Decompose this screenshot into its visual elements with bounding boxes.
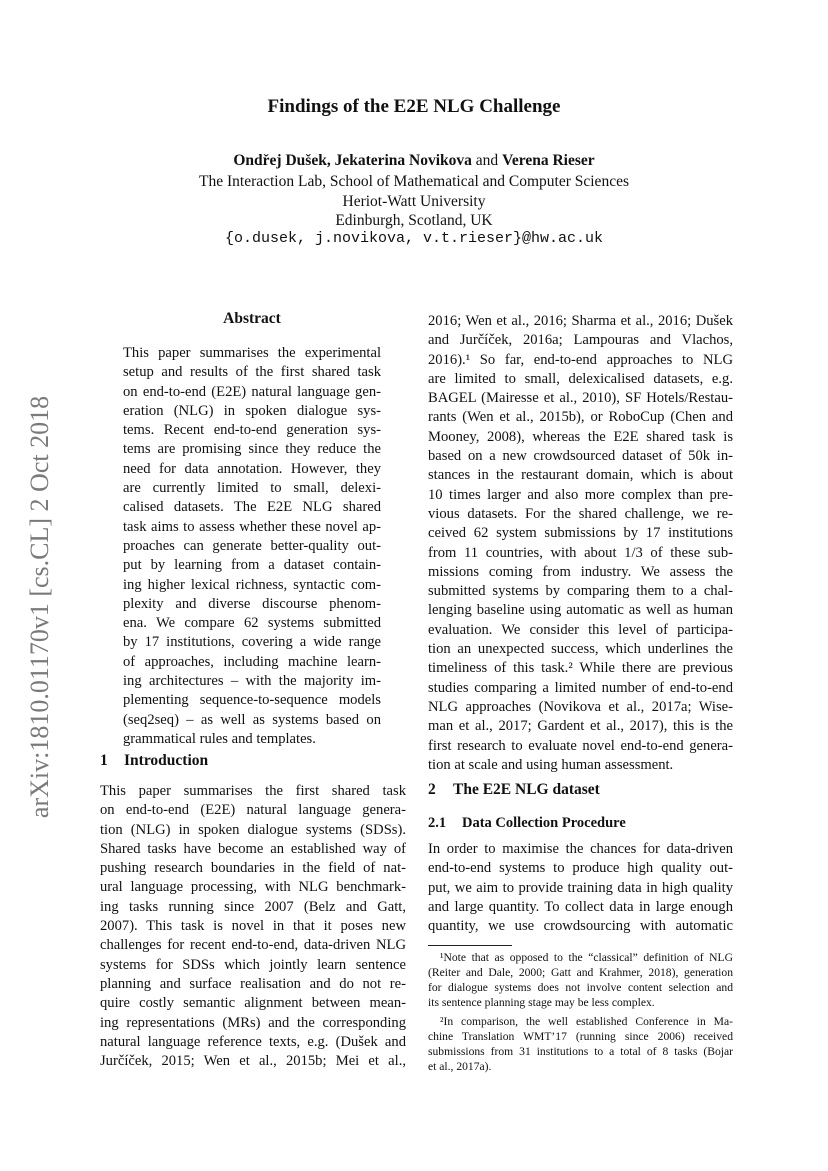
section-number: 1 [100,752,108,769]
sec2-line: quantity, we use crowdsourcing with automatic [428,918,733,935]
affiliation-line: Heriot-Watt University [342,192,486,210]
right-col-line: 10 times larger and also more complex than pre- [428,486,733,503]
arxiv-identifier-text: arXiv:1810.01170v1 [cs.CL] 2 Oct 2018 [25,395,54,819]
abstract-line: need for data annotation. However, they [123,460,381,477]
abstract-line: (seq2seq) – as well as systems based on [123,711,381,728]
section-number: 2 [428,781,436,798]
footnotes [428,950,733,1074]
abstract-line: ena. We compare 62 systems submitted [123,615,381,632]
sec2-line: put, we aim to provide training data in high quality [428,879,733,896]
data-collection-body [428,840,733,936]
intro-line: 2007). This task is novel in that it poses new [100,918,406,935]
sec2-line: In order to maximise the chances for data-driven [428,841,733,857]
right-col-line: vious datasets. For the shared challenge, we re- [428,505,733,522]
abstract-line: eration (NLG) in spoken dialogue sys- [123,402,381,419]
abstract-line: by 17 institutions, covering a wide range [123,634,381,651]
arxiv-identifier [20,372,60,842]
footnote-line: submissions from 31 institutions to a total of 8 tasks (Bojar [428,1045,733,1058]
sec2-line: end-to-end systems to produce high quality out- [428,860,733,877]
right-col-line: evaluation. We consider this level of participa- [428,621,733,638]
affiliation [0,172,828,231]
abstract-line: plexity and diverse discourse phenom- [123,595,381,612]
right-col-line: man et al., 2017; Gardent et al., 2017), this is the [428,718,733,735]
section-title: The E2E NLG dataset [453,781,600,798]
author-separator: and [471,152,503,169]
affiliation-line: The Interaction Lab, School of Mathematical and Computer Sciences [199,173,629,190]
abstract-line: tems. Recent end-to-end generation sys- [123,422,381,439]
abstract-line: This paper summarises the experimental [123,345,381,361]
intro-line: ural language processing, with NLG benchmark- [100,879,406,896]
footnote-line: et al., 2017a). [428,1060,492,1073]
right-col-line: from 11 countries, with about 1/3 of these sub- [428,544,733,561]
right-column-body [428,312,733,775]
abstract-line: on end-to-end (E2E) natural language gen- [123,383,381,400]
abstract-line: put by learning from a dataset contain- [123,557,381,574]
abstract-line: are currently limited to small, delexi- [123,480,381,497]
right-col-line: 2016).¹ So far, end-to-end approaches to NLG [428,351,733,368]
intro-line: systems for SDSs which jointly learn sentence [100,956,406,973]
abstract-line: ing architectures – with the majority im- [123,673,381,690]
subsection-number: 2.1 [428,815,447,831]
abstract-line: ing higher lexical richness, syntactic com- [123,576,381,593]
footnote-line: ¹Note that as opposed to the “classical” definition of NLG [440,951,733,964]
section-heading-introduction [100,752,208,770]
right-col-line: first research to evaluate novel end-to-end genera- [428,737,733,754]
right-col-line: stances in the restaurant domain, which is about [428,467,733,484]
subsection-heading-data-collection [428,815,626,832]
footnote-line: chine Translation WMT’17 (running since 2006) received [428,1030,733,1043]
sec2-line: and large quantity. To collect data in large enough [428,898,733,915]
abstract-line: plementing sequence-to-sequence models [123,692,381,709]
right-col-line: 2016; Wen et al., 2016; Sharma et al., 2016; Dušek [428,313,733,329]
introduction-body [100,782,406,1071]
right-col-line: based on a new crowdsourced dataset of 50k in- [428,448,733,465]
intro-line: pushing research boundaries in the field of nat- [100,860,406,877]
paper-title: Findings of the E2E NLG Challenge [267,96,561,117]
abstract-line: task aims to assess whether these novel ap- [123,518,381,535]
right-col-line: rants (Wen et al., 2015b), or RoboCup (Chen and [428,409,733,426]
abstract-line: grammatical rules and templates. [123,730,316,747]
intro-line: Jurčíček, 2015; Wen et al., 2015b; Mei et al., [100,1053,406,1070]
right-col-line: studies comparing a limited number of end-to-end [428,679,733,696]
abstract-heading: Abstract [223,310,281,327]
intro-line: quire costly semantic alignment between mean- [100,995,406,1012]
right-col-line: missions coming from industry. We assess the [428,563,733,580]
subsection-title: Data Collection Procedure [462,815,626,831]
right-col-line: Mooney, 2008), whereas the E2E shared task is [428,428,733,445]
intro-line: ing tasks running since 2007 (Belz and Gatt, [100,898,406,915]
right-col-line: submitted systems by comparing them to a chal- [428,583,733,600]
footnote-line: its sentence planning stage may be less complex. [428,996,655,1009]
affiliation-line: Edinburgh, Scotland, UK [335,212,493,229]
abstract-line: tems are promising since they reduce the [123,441,381,458]
right-col-line: tion an unexpected success, which underlines the [428,641,733,658]
intro-line: Shared tasks have become an established way of [100,840,406,857]
abstract-line: calised datasets. The E2E NLG shared [123,499,381,516]
right-col-line: timeliness of this task.² While there are previous [428,660,733,677]
intro-line: challenges for recent end-to-end, data-driven NLG [100,937,406,954]
right-col-line: and Jurčíček, 2016a; Lampouras and Vlachos, [428,332,733,349]
footnote-line: for dialogue systems does not involve content selection and [428,981,733,994]
abstract-line: of approaches, including machine learn- [123,653,381,670]
author-names-2: Verena Rieser [502,152,595,169]
intro-line: natural language reference texts, e.g. (Dušek and [100,1033,406,1050]
right-col-line: tion at scale and using human assessment. [428,756,674,773]
footnote-line: ²In comparison, the well established Conference in Ma- [440,1015,733,1028]
intro-line: ing representations (MRs) and the corresponding [100,1014,406,1031]
right-col-line: NLG approaches (Novikova et al., 2017a; Wise- [428,698,733,715]
intro-line: tion (NLG) in spoken dialogue systems (SDSs). [100,821,406,838]
abstract-line: proaches can generate better-quality out- [123,537,381,554]
section-title: Introduction [124,752,209,769]
author-list [0,152,828,170]
right-col-line: are limited to small, delexicalised datasets, e.g. [428,370,733,387]
intro-line: planning and surface realisation and do not re- [100,975,406,992]
author-emails: {o.dusek, j.novikova, v.t.rieser}@hw.ac.uk [224,230,604,247]
abstract-body [123,344,381,749]
abstract-line: setup and results of the first shared task [123,364,381,381]
right-col-line: lenging baseline using automatic as well as human [428,602,733,619]
intro-line: This paper summarises the first shared task [100,783,406,799]
right-col-line: ceived 62 system submissions by 17 institutions [428,525,733,542]
footnote-line: (Reiter and Dale, 2000; Gatt and Krahmer, 2018), generation [428,966,733,979]
author-names-1: Ondřej Dušek, Jekaterina Novikova [233,152,472,169]
section-heading-dataset [428,781,600,799]
intro-line: on end-to-end (E2E) natural language genera- [100,802,406,819]
footnote-divider [428,945,512,946]
right-col-line: BAGEL (Mairesse et al., 2010), SF Hotels/Restau- [428,390,733,407]
